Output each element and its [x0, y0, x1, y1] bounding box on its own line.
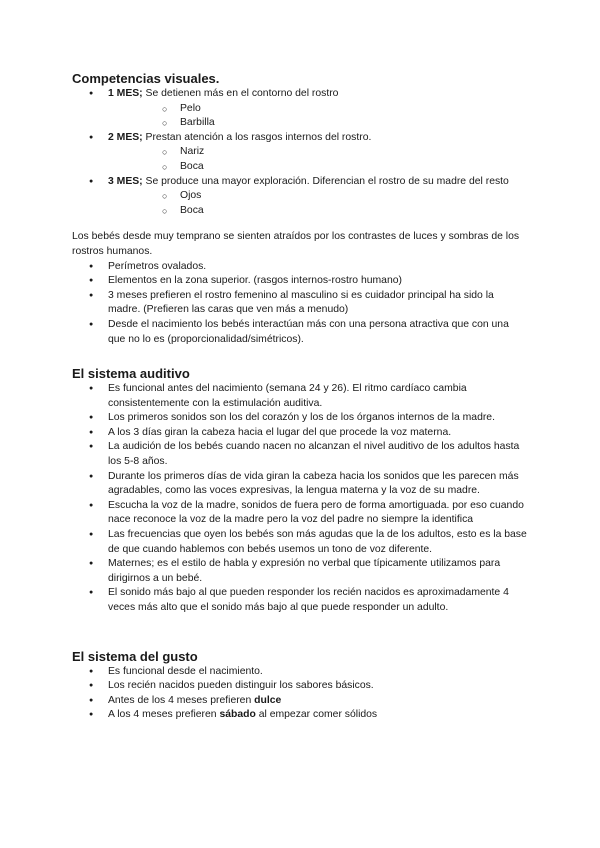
sub-list [108, 189, 528, 218]
sub-list [108, 145, 528, 174]
list-item [72, 708, 528, 723]
month-text: Se produce una mayor exploración. Diferencian el rostro de su madre del resto [142, 175, 509, 187]
auditivo-bullet-list [72, 382, 528, 616]
gusto-bullet-list [72, 665, 528, 723]
list-item: ● Las frecuencias que oyen los bebés son más agudas que la de los adultos, esto es la base de que cuando hablemos con bebés usemos un tono de voz diferente. [72, 528, 528, 557]
month-label: 1 MES; [108, 88, 143, 99]
sub-list [108, 102, 528, 131]
list-item: ● Desde el nacimiento los bebés interactúan más con una persona atractiva que con una que no lo es (proporcionalidad/simétricos). [72, 318, 528, 347]
list-item: ● Los recién nacidos pueden distinguir los sabores básicos. [72, 679, 528, 694]
list-item: ● Maternes; es el estilo de habla y expresión no verbal que típicamente utilizamos para dirigirnos a un bebé. [72, 557, 528, 586]
list-item: ● El sonido más bajo al que pueden responder los recién nacidos es aproximadamente 4 veces más alto que el sonido más bajo al que puede responder un adulto. [72, 586, 528, 615]
document-content [72, 70, 528, 723]
month-label: 3 MES; [108, 175, 143, 187]
emphasis-text: sábado [219, 709, 256, 721]
sub-list-item: ○ Ojos [108, 189, 528, 204]
list-item: ● Perímetros ovalados. [72, 260, 528, 275]
emphasis-text: dulce [254, 694, 282, 706]
list-item [72, 175, 528, 219]
visual-paragraph: Los bebés desde muy temprano se sienten atraídos por los contrastes de luces y sombras de los rostros humanos. [72, 231, 520, 257]
list-item [72, 694, 528, 709]
list-item: ● Elementos en la zona superior. (rasgos internos-rostro humano) [72, 274, 528, 289]
visual-bullet-list [72, 260, 528, 348]
list-item: ● Es funcional antes del nacimiento (semana 24 y 26). El ritmo cardíaco cambia consistentemente con la estimulación auditiva. [72, 382, 528, 411]
list-text: al empezar comer sólidos [255, 709, 378, 721]
list-item: ● A los 3 días giran la cabeza hacia el lugar del que procede la voz materna. [72, 426, 528, 441]
list-item: ● Escucha la voz de la madre, sonidos de fuera pero de forma amortiguada. por eso cuando nace reconoce la voz de la madre pero la voz del padre no siempre la identifica [72, 499, 528, 528]
section-title-gusto: El sistema del gusto [72, 648, 198, 664]
month-text: Se detienen más en el contorno del rostro [142, 88, 339, 99]
sub-list-item: ○ Boca [108, 204, 528, 219]
visual-month-list [72, 87, 528, 218]
list-item: ● 3 meses prefieren el rostro femenino al masculino si es cuidador principal ha sido la madre. (Prefieren las caras que ven más a menudo) [72, 289, 528, 318]
sub-list-item: ○ Boca [108, 160, 528, 175]
list-item [72, 131, 528, 175]
list-item: ● La audición de los bebés cuando nacen no alcanzan el nivel auditivo de los adultos hasta los 5-8 años. [72, 440, 528, 469]
list-item: ● Es funcional desde el nacimiento. [72, 665, 528, 680]
list-item: ● Los primeros sonidos son los del corazón y los de los órganos internos de la madre. [72, 411, 528, 426]
sub-list-item: ○ Nariz [108, 145, 528, 160]
list-text: Antes de los 4 meses prefieren [108, 694, 255, 706]
sub-list-item: ○ Barbilla [108, 116, 528, 131]
month-label: 2 MES; [108, 131, 143, 143]
section-title-visual: Competencias visuales. [72, 71, 220, 86]
list-item [72, 87, 528, 131]
list-text: A los 4 meses prefieren [108, 709, 220, 721]
list-item: ● Durante los primeros días de vida giran la cabeza hacia los sonidos que les parecen más agradables, como las voces expresivas, la lengua materna y la voz de su madre. [72, 470, 528, 499]
sub-list-item: ○ Pelo [108, 102, 528, 117]
month-text: Prestan atención a los rasgos internos del rostro. [142, 131, 372, 143]
section-title-auditivo: El sistema auditivo [72, 366, 190, 382]
